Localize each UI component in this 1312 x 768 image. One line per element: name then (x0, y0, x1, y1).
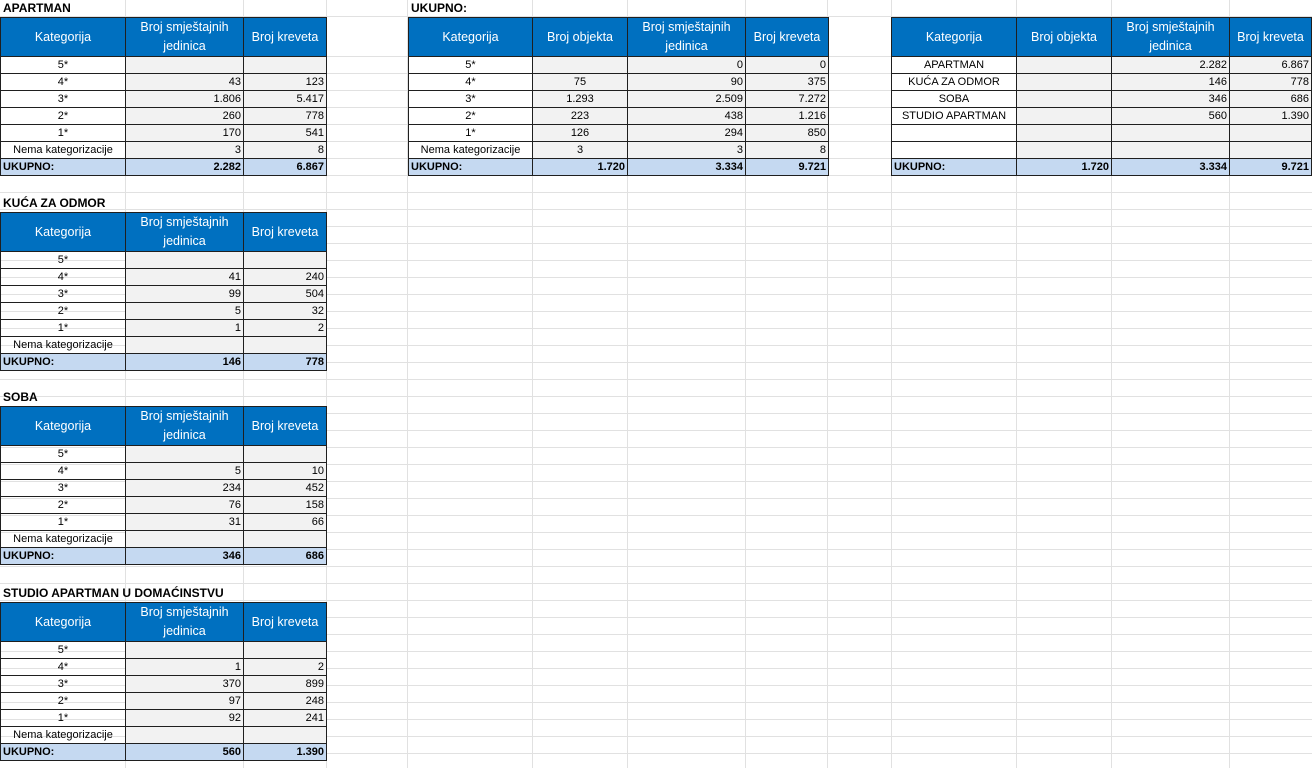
table-row (892, 125, 1312, 142)
total-row (1, 548, 327, 565)
cell-vrsta[interactable]: KUĆA ZA ODMOR (892, 74, 1017, 91)
cell-jedinice[interactable]: 3 (628, 142, 746, 159)
data-table (0, 212, 327, 371)
table-row (409, 108, 829, 125)
cell-kategorija[interactable]: 3* (409, 91, 533, 108)
cell-jedinice[interactable]: 5 (126, 463, 244, 480)
cell-kategorija[interactable]: 1* (1, 514, 126, 531)
cell-kreveti[interactable] (1230, 142, 1312, 159)
cell-kategorija[interactable]: 5* (1, 446, 126, 463)
cell-kreveti[interactable] (1230, 125, 1312, 142)
table-row (1, 463, 327, 480)
cell-total-objekti[interactable]: 1.720 (533, 159, 628, 176)
cell-jedinice[interactable]: 560 (1112, 108, 1230, 125)
cell-jedinice[interactable]: 294 (628, 125, 746, 142)
table-row (1, 108, 327, 125)
cell-jedinice[interactable] (126, 642, 244, 659)
header-broj-kreveta: Broj kreveta (1230, 18, 1312, 57)
cell-objekti[interactable] (1017, 108, 1112, 125)
cell-objekti[interactable] (1017, 57, 1112, 74)
cell-total-kreveti[interactable]: 1.390 (244, 744, 327, 761)
cell-kreveti[interactable]: 8 (746, 142, 829, 159)
section-title-apartman: APARTMAN (3, 1, 71, 15)
table-row (1, 531, 327, 548)
total-row (892, 159, 1312, 176)
table-row (409, 57, 829, 74)
cell-jedinice[interactable]: 438 (628, 108, 746, 125)
cell-jedinice[interactable]: 234 (126, 480, 244, 497)
cell-jedinice[interactable] (126, 531, 244, 548)
cell-kreveti[interactable]: 1.216 (746, 108, 829, 125)
cell-jedinice[interactable]: 31 (126, 514, 244, 531)
cell-kategorija[interactable]: 2* (1, 303, 126, 320)
cell-kreveti[interactable] (244, 252, 327, 269)
cell-kreveti[interactable]: 850 (746, 125, 829, 142)
header-broj-jedinica: Broj smještajnih jedinica (628, 18, 746, 57)
section-title-studio: STUDIO APARTMAN U DOMAĆINSTVU (3, 586, 224, 600)
cell-kreveti[interactable]: 240 (244, 269, 327, 286)
table-row (892, 91, 1312, 108)
cell-total-kreveti[interactable]: 9.721 (1230, 159, 1312, 176)
table-row (1, 659, 327, 676)
cell-vrsta[interactable] (892, 142, 1017, 159)
table-row (892, 108, 1312, 125)
cell-jedinice[interactable]: 370 (126, 676, 244, 693)
cell-jedinice[interactable]: 3 (126, 142, 244, 159)
cell-objekti[interactable]: 223 (533, 108, 628, 125)
cell-kreveti[interactable]: 123 (244, 74, 327, 91)
cell-kategorija[interactable]: 3* (1, 286, 126, 303)
cell-kreveti[interactable]: 452 (244, 480, 327, 497)
cell-kreveti[interactable] (244, 531, 327, 548)
cell-kreveti[interactable]: 6.867 (1230, 57, 1312, 74)
cell-objekti[interactable] (1017, 142, 1112, 159)
cell-total-jedinice[interactable]: 346 (126, 548, 244, 565)
cell-total-jedinice[interactable]: 3.334 (628, 159, 746, 176)
cell-objekti[interactable]: 3 (533, 142, 628, 159)
table-row (1, 514, 327, 531)
cell-objekti[interactable] (1017, 125, 1112, 142)
cell-kreveti[interactable]: 2 (244, 659, 327, 676)
total-row (1, 744, 327, 761)
cell-jedinice[interactable]: 97 (126, 693, 244, 710)
cell-jedinice[interactable] (1112, 125, 1230, 142)
cell-kreveti[interactable]: 158 (244, 497, 327, 514)
cell-kategorija[interactable]: 4* (409, 74, 533, 91)
data-table (0, 17, 327, 176)
cell-total-objekti[interactable]: 1.720 (1017, 159, 1112, 176)
table-row (409, 142, 829, 159)
header-broj-kreveta: Broj kreveta (244, 407, 327, 446)
cell-kategorija[interactable]: 5* (1, 57, 126, 74)
cell-kreveti[interactable]: 5.417 (244, 91, 327, 108)
cell-kreveti[interactable]: 7.272 (746, 91, 829, 108)
cell-kategorija[interactable]: 4* (1, 659, 126, 676)
total-row (409, 159, 829, 176)
cell-kategorija[interactable]: 1* (1, 125, 126, 142)
cell-jedinice[interactable]: 1 (126, 320, 244, 337)
cell-jedinice[interactable]: 43 (126, 74, 244, 91)
cell-kategorija[interactable]: 2* (1, 693, 126, 710)
header-broj-kreveta: Broj kreveta (244, 213, 327, 252)
section-title-soba: SOBA (3, 390, 38, 404)
cell-jedinice[interactable]: 0 (628, 57, 746, 74)
table-row (1, 693, 327, 710)
cell-kategorija[interactable]: 3* (1, 91, 126, 108)
cell-jedinice[interactable]: 2.282 (1112, 57, 1230, 74)
header-broj-objekta: Broj objekta (533, 18, 628, 57)
cell-kreveti[interactable]: 8 (244, 142, 327, 159)
cell-kategorija[interactable]: 3* (1, 480, 126, 497)
cell-objekti[interactable]: 126 (533, 125, 628, 142)
cell-kategorija[interactable]: 2* (1, 497, 126, 514)
cell-total-label[interactable]: UKUPNO: (1, 744, 126, 761)
table-row (1, 497, 327, 514)
header-broj-jedinica: Broj smještajnih jedinica (1112, 18, 1230, 57)
cell-total-kreveti[interactable]: 686 (244, 548, 327, 565)
cell-kreveti[interactable]: 1.390 (1230, 108, 1312, 125)
cell-kreveti[interactable]: 375 (746, 74, 829, 91)
cell-total-jedinice[interactable]: 3.334 (1112, 159, 1230, 176)
cell-jedinice[interactable]: 260 (126, 108, 244, 125)
cell-total-label[interactable]: UKUPNO: (409, 159, 533, 176)
cell-kategorija[interactable]: 5* (409, 57, 533, 74)
table-row (892, 74, 1312, 91)
cell-vrsta[interactable]: SOBA (892, 91, 1017, 108)
cell-kategorija[interactable]: Nema kategorizacije (1, 142, 126, 159)
cell-kreveti[interactable] (244, 57, 327, 74)
table-row (1, 446, 327, 463)
header-broj-objekta: Broj objekta (1017, 18, 1112, 57)
table-row (1, 642, 327, 659)
cell-total-kreveti[interactable]: 6.867 (244, 159, 327, 176)
cell-kreveti[interactable]: 241 (244, 710, 327, 727)
data-table (0, 406, 327, 565)
cell-jedinice[interactable] (1112, 142, 1230, 159)
cell-objekti[interactable] (1017, 74, 1112, 91)
cell-kreveti[interactable]: 66 (244, 514, 327, 531)
cell-kategorija[interactable]: 3* (1, 676, 126, 693)
cell-kategorija[interactable]: 1* (1, 320, 126, 337)
cell-objekti[interactable]: 1.293 (533, 91, 628, 108)
table-row (892, 57, 1312, 74)
cell-kategorija[interactable]: 2* (1, 108, 126, 125)
table-row (1, 269, 327, 286)
cell-total-jedinice[interactable]: 2.282 (126, 159, 244, 176)
cell-kategorija[interactable]: 5* (1, 252, 126, 269)
cell-objekti[interactable] (1017, 91, 1112, 108)
table-row (409, 125, 829, 142)
cell-jedinice[interactable] (126, 337, 244, 354)
header-broj-jedinica: Broj smještajnih jedinica (126, 18, 244, 57)
cell-total-label[interactable]: UKUPNO: (1, 548, 126, 565)
total-row (1, 159, 327, 176)
header-broj-jedinica: Broj smještajnih jedinica (126, 407, 244, 446)
table-row (1, 125, 327, 142)
cell-jedinice[interactable]: 1 (126, 659, 244, 676)
cell-kategorija[interactable]: Nema kategorizacije (1, 727, 126, 744)
cell-total-kreveti[interactable]: 778 (244, 354, 327, 371)
cell-kategorija[interactable]: 5* (1, 642, 126, 659)
cell-kreveti[interactable]: 0 (746, 57, 829, 74)
cell-vrsta[interactable] (892, 125, 1017, 142)
cell-jedinice[interactable]: 99 (126, 286, 244, 303)
table-row (1, 252, 327, 269)
cell-kreveti[interactable] (244, 642, 327, 659)
table-row (1, 303, 327, 320)
cell-kreveti[interactable]: 899 (244, 676, 327, 693)
table-row (1, 74, 327, 91)
cell-kategorija[interactable]: 4* (1, 269, 126, 286)
data-table (408, 17, 829, 176)
cell-objekti[interactable]: 75 (533, 74, 628, 91)
total-row (1, 354, 327, 371)
header-kategorija: Kategorija (1, 213, 126, 252)
header-broj-kreveta: Broj kreveta (244, 603, 327, 642)
cell-jedinice[interactable]: 146 (1112, 74, 1230, 91)
cell-kreveti[interactable] (244, 446, 327, 463)
header-broj-jedinica: Broj smještajnih jedinica (126, 213, 244, 252)
cell-total-label[interactable]: UKUPNO: (1, 159, 126, 176)
table-row (409, 74, 829, 91)
cell-jedinice[interactable]: 5 (126, 303, 244, 320)
cell-kreveti[interactable]: 541 (244, 125, 327, 142)
cell-jedinice[interactable] (126, 57, 244, 74)
header-kategorija: Kategorija (409, 18, 533, 57)
cell-jedinice[interactable]: 41 (126, 269, 244, 286)
header-kategorija: Kategorija (1, 603, 126, 642)
cell-jedinice[interactable]: 1.806 (126, 91, 244, 108)
cell-kreveti[interactable] (244, 727, 327, 744)
table-row (1, 91, 327, 108)
cell-jedinice[interactable]: 346 (1112, 91, 1230, 108)
cell-kreveti[interactable]: 686 (1230, 91, 1312, 108)
header-kategorija: Kategorija (892, 18, 1017, 57)
table-row (1, 676, 327, 693)
cell-kreveti[interactable] (244, 337, 327, 354)
header-broj-kreveta: Broj kreveta (746, 18, 829, 57)
cell-jedinice[interactable] (126, 727, 244, 744)
cell-total-jedinice[interactable]: 146 (126, 354, 244, 371)
cell-kategorija[interactable]: 4* (1, 74, 126, 91)
cell-kreveti[interactable]: 10 (244, 463, 327, 480)
cell-kategorija[interactable]: 2* (409, 108, 533, 125)
table-row (1, 57, 327, 74)
cell-total-kreveti[interactable]: 9.721 (746, 159, 829, 176)
cell-kategorija[interactable]: 4* (1, 463, 126, 480)
table-row (1, 337, 327, 354)
cell-jedinice[interactable]: 76 (126, 497, 244, 514)
table-row (1, 480, 327, 497)
table-row (1, 142, 327, 159)
cell-kategorija[interactable]: Nema kategorizacije (409, 142, 533, 159)
table-row (1, 286, 327, 303)
cell-jedinice[interactable] (126, 446, 244, 463)
data-table (0, 602, 327, 761)
cell-kategorija[interactable]: 1* (1, 710, 126, 727)
cell-kategorija[interactable]: Nema kategorizacije (1, 531, 126, 548)
data-table (891, 17, 1312, 176)
table-row (1, 727, 327, 744)
cell-kategorija[interactable]: 1* (409, 125, 533, 142)
cell-objekti[interactable] (533, 57, 628, 74)
header-kategorija: Kategorija (1, 18, 126, 57)
header-kategorija: Kategorija (1, 407, 126, 446)
cell-kategorija[interactable]: Nema kategorizacije (1, 337, 126, 354)
cell-vrsta[interactable]: APARTMAN (892, 57, 1017, 74)
cell-total-label[interactable]: UKUPNO: (892, 159, 1017, 176)
cell-kreveti[interactable]: 778 (244, 108, 327, 125)
section-title-ukupno: UKUPNO: (411, 1, 467, 15)
cell-jedinice[interactable] (126, 252, 244, 269)
cell-kreveti[interactable]: 248 (244, 693, 327, 710)
table-row (1, 320, 327, 337)
cell-total-jedinice[interactable]: 560 (126, 744, 244, 761)
header-broj-kreveta: Broj kreveta (244, 18, 327, 57)
cell-kreveti[interactable]: 778 (1230, 74, 1312, 91)
table-row (409, 91, 829, 108)
section-title-kuca: KUĆA ZA ODMOR (3, 196, 106, 210)
cell-jedinice[interactable]: 2.509 (628, 91, 746, 108)
cell-jedinice[interactable]: 90 (628, 74, 746, 91)
cell-jedinice[interactable]: 170 (126, 125, 244, 142)
table-row (892, 142, 1312, 159)
header-broj-jedinica: Broj smještajnih jedinica (126, 603, 244, 642)
cell-kreveti[interactable]: 504 (244, 286, 327, 303)
cell-jedinice[interactable]: 92 (126, 710, 244, 727)
cell-vrsta[interactable]: STUDIO APARTMAN (892, 108, 1017, 125)
cell-kreveti[interactable]: 32 (244, 303, 327, 320)
cell-total-label[interactable]: UKUPNO: (1, 354, 126, 371)
cell-kreveti[interactable]: 2 (244, 320, 327, 337)
table-row (1, 710, 327, 727)
